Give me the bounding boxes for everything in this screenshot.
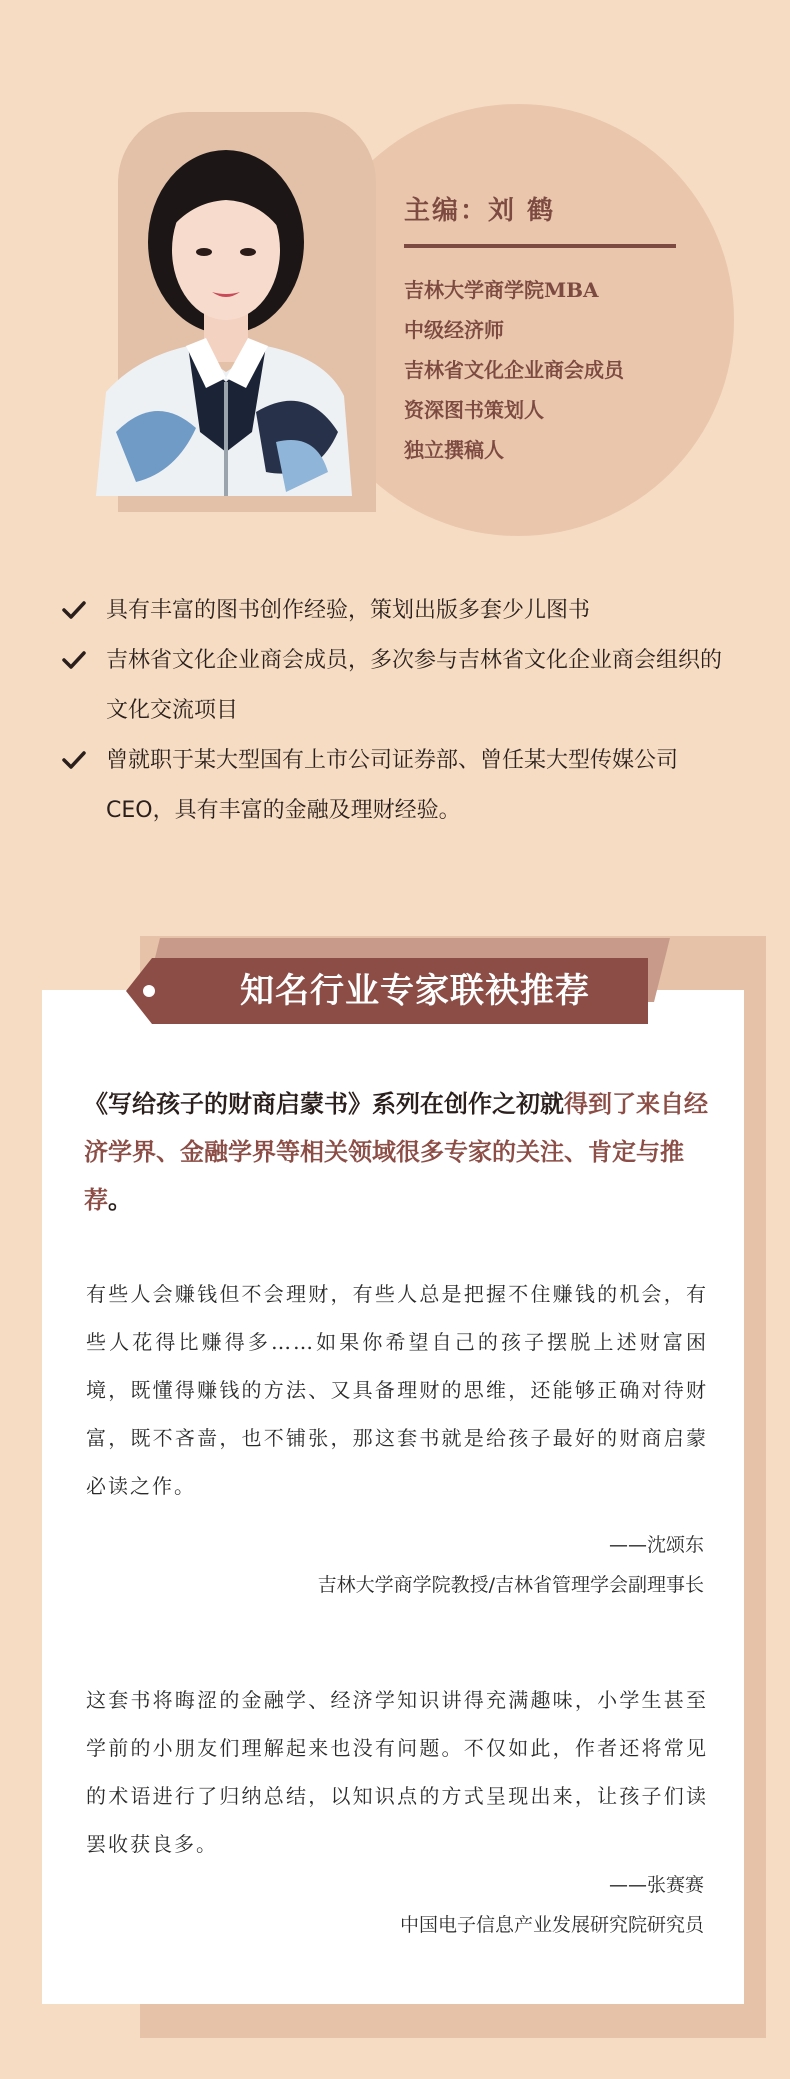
endorser-name: ——张赛赛 bbox=[608, 1874, 704, 1896]
highlight-text: 具有丰富的图书创作经验，策划出版多套少儿图书 bbox=[106, 598, 591, 623]
editor-credentials bbox=[404, 270, 624, 470]
editor-title: 主编：刘 鹤 bbox=[404, 196, 556, 226]
section-title: 知名行业专家联袂推荐 bbox=[240, 971, 590, 1011]
endorser-title: 吉林大学商学院教授/吉林省管理学会副理事长 bbox=[317, 1574, 704, 1596]
editor-highlights bbox=[60, 586, 740, 836]
endorsement-quote: 有些人会赚钱但不会理财，有些人总是把握不住赚钱的机会，有些人花得比赚得多……如果你希望自己的孩子摆脱上述财富困境，既懂得赚钱的方法、又具备理财的思维，还能够正确对待财富，既不吝啬，也不铺张，那这套书就是给孩子最好的财商启蒙必读之作。 bbox=[86, 1282, 708, 1498]
bullet-dot-icon bbox=[143, 985, 155, 997]
intro-text: 《写给孩子的财商启蒙书》系列在创作之初就 bbox=[84, 1090, 564, 1118]
credential-item: 资深图书策划人 bbox=[404, 398, 544, 422]
checkmark-icon bbox=[62, 750, 86, 770]
endorsement-quote: 这套书将晦涩的金融学、经济学知识讲得充满趣味，小学生甚至学前的小朋友们理解起来也没有问题。不仅如此，作者还将常见的术语进行了归纳总结，以知识点的方式呈现出来，让孩子们读罢收获良多。 bbox=[86, 1688, 708, 1856]
intro-highlight: 得到了来自经济学界、金融学界等相关领域很多专家的关注、肯定与推荐 bbox=[84, 1090, 708, 1214]
editor-portrait bbox=[76, 132, 352, 496]
checkmark-icon bbox=[62, 650, 86, 670]
editor-title-underline bbox=[404, 244, 676, 248]
intro-paragraph bbox=[84, 1080, 712, 1224]
credential-item: 独立撰稿人 bbox=[404, 438, 504, 462]
credential-item: 吉林大学商学院MBA bbox=[404, 278, 599, 302]
intro-end: 。 bbox=[108, 1186, 132, 1214]
credential-item: 中级经济师 bbox=[404, 318, 504, 342]
highlight-item bbox=[60, 736, 740, 836]
checkmark-icon bbox=[62, 600, 86, 620]
highlight-text: 吉林省文化企业商会成员，多次参与吉林省文化企业商会组织的文化交流项目 bbox=[106, 648, 723, 723]
credential-item: 吉林省文化企业商会成员 bbox=[404, 358, 624, 382]
endorser-name: ——沈颂东 bbox=[608, 1534, 704, 1556]
endorser-title: 中国电子信息产业发展研究院研究员 bbox=[399, 1914, 704, 1936]
highlight-item bbox=[60, 636, 740, 736]
highlight-text: 曾就职于某大型国有上市公司证券部、曾任某大型传媒公司CEO，具有丰富的金融及理财经验。 bbox=[106, 748, 679, 823]
highlight-item bbox=[60, 586, 740, 636]
